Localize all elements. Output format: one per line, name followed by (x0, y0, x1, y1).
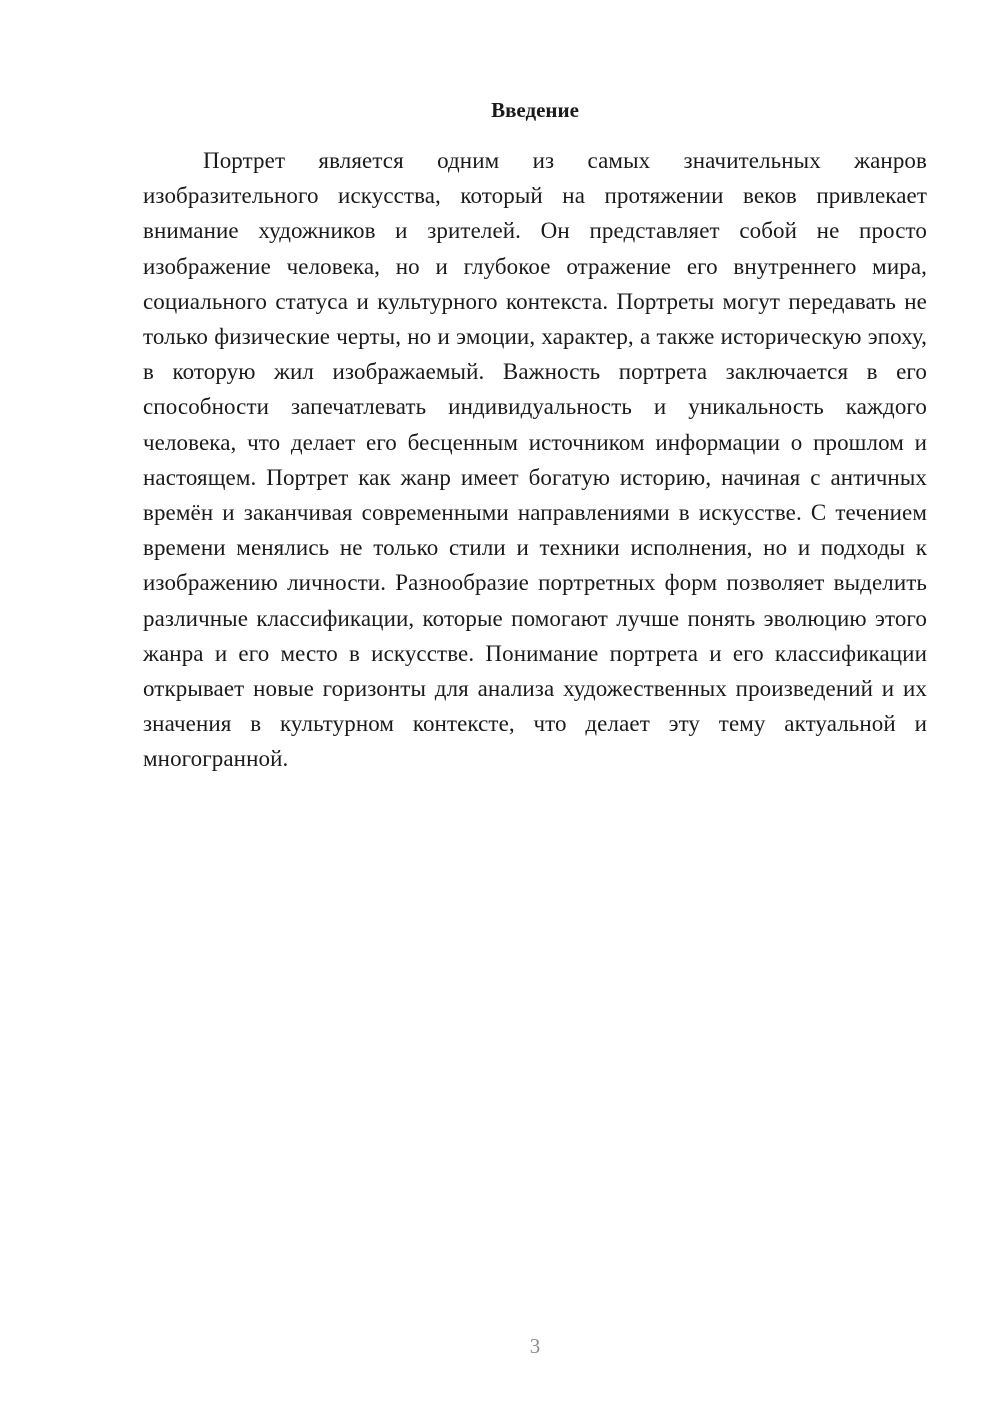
body-paragraph: Портрет является одним из самых значительных жанров изобразительного искусства, который на протяжении веков привлекает внимание художников и зрителей. Он представляет собой не просто изображение человека, но и глубокое отражение его внутреннего мира, социального статуса и культурного контекста. Портреты могут передавать не только физические черты, но и эмоции, характер, а также историческую эпоху, в которую жил изображаемый. Важность портрета заключается в его способности запечатлевать индивидуальность и уникальность каждого человека, что делает его бесценным источником информации о прошлом и настоящем. Портрет как жанр имеет богатую историю, начиная с античных времён и заканчивая современными направлениями в искусстве. С течением времени менялись не только стили и техники исполнения, но и подходы к изображению личности. Разнообразие портретных форм позволяет выделить различные классификации, которые помогают лучше понять эволюцию этого жанра и его место в искусстве. Понимание портрета и его классификации открывает новые горизонты для анализа художественных произведений и их значения в культурном контексте, что делает эту тему актуальной и многогранной. (143, 148, 927, 772)
page-number: 3 (529, 1334, 541, 1358)
section-heading: Введение (491, 98, 579, 122)
